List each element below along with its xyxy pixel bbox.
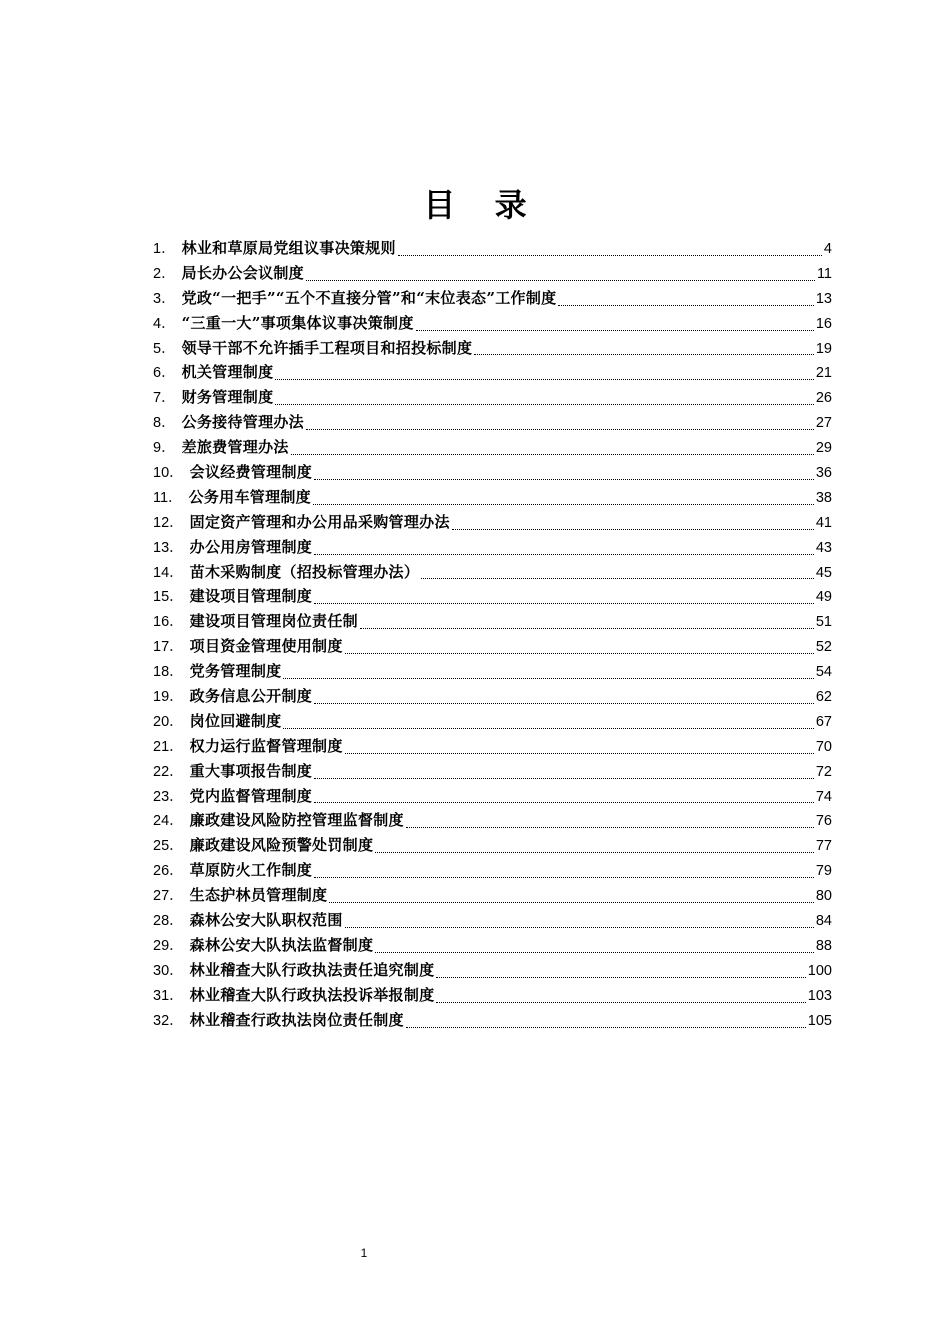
toc-entry[interactable] <box>146 958 832 983</box>
toc-entry-page: 100 <box>807 962 832 979</box>
toc-entry[interactable] <box>146 236 832 261</box>
toc-dot-leader <box>345 926 814 928</box>
toc-dot-leader <box>291 453 814 455</box>
toc-entry-title: 森林公安大队执法监督制度 <box>189 935 374 954</box>
toc-entry[interactable] <box>146 435 832 460</box>
toc-entry[interactable] <box>146 1008 832 1033</box>
toc-entry-page: 54 <box>815 664 832 681</box>
toc-dot-leader <box>275 378 813 380</box>
toc-entry-title: 林业和草原局党组议事决策规则 <box>181 239 396 257</box>
toc-entry[interactable] <box>146 460 832 485</box>
toc-entry[interactable] <box>146 360 832 385</box>
toc-entry-number: 32． <box>153 1012 184 1029</box>
toc-entry-number: 21． <box>153 738 184 755</box>
toc-entry-title: 政务信息公开制度 <box>189 687 313 706</box>
toc-dot-leader <box>452 528 814 530</box>
toc-dot-leader <box>314 478 814 480</box>
toc-entry-page: 21 <box>815 365 832 382</box>
toc-dot-leader <box>474 353 814 355</box>
toc-entry-title: 苗木采购制度（招投标管理办法） <box>189 562 420 581</box>
toc-dot-leader <box>314 702 814 704</box>
toc-entry[interactable] <box>146 734 832 759</box>
toc-entry[interactable] <box>146 933 832 958</box>
toc-entry-page: 49 <box>815 589 832 606</box>
toc-entry[interactable] <box>146 684 832 709</box>
toc-dot-leader <box>345 752 814 754</box>
toc-dot-leader <box>406 1026 806 1028</box>
toc-dot-leader <box>314 777 814 779</box>
toc-entry-page: 77 <box>815 838 832 855</box>
toc-entry-page: 105 <box>807 1012 832 1029</box>
toc-dot-leader <box>360 627 814 629</box>
toc-entry-title: 林业稽查大队行政执法责任追究制度 <box>189 960 435 979</box>
toc-entry-title: 重大事项报告制度 <box>189 761 313 780</box>
toc-entry[interactable] <box>146 808 832 833</box>
toc-entry-number: 23． <box>153 788 184 805</box>
toc-entry[interactable] <box>146 759 832 784</box>
toc-entry-number: 30． <box>153 962 184 979</box>
toc-entry-title: 领导干部不允许插手工程项目和招投标制度 <box>181 338 473 357</box>
toc-entry-title: 权力运行监督管理制度 <box>189 736 343 755</box>
toc-dot-leader <box>398 254 822 256</box>
toc-dot-leader <box>558 304 813 306</box>
toc-entry-page: 27 <box>815 415 832 432</box>
toc-entry[interactable] <box>146 535 832 560</box>
table-of-contents <box>146 236 832 1033</box>
toc-entry-number: 10． <box>153 465 184 482</box>
toc-entry-page: 62 <box>815 689 832 706</box>
toc-entry-title: 局长办公会议制度 <box>181 263 304 282</box>
toc-entry-number: 17． <box>153 639 184 656</box>
toc-dot-leader <box>314 602 814 604</box>
toc-entry-title: 项目资金管理使用制度 <box>189 637 343 656</box>
toc-entry-page: 45 <box>815 564 832 581</box>
toc-dot-leader <box>436 1001 805 1003</box>
toc-dot-leader <box>416 329 814 331</box>
toc-entry-number: 2． <box>153 265 176 282</box>
toc-entry-title: 机关管理制度 <box>181 363 274 382</box>
toc-entry-page: 13 <box>815 290 832 307</box>
toc-entry-page: 67 <box>815 713 832 730</box>
toc-dot-leader <box>313 503 814 505</box>
toc-entry-title: 草原防火工作制度 <box>189 861 313 880</box>
toc-entry-number: 16． <box>153 614 184 631</box>
toc-entry-title: 党内监督管理制度 <box>189 786 313 805</box>
toc-entry[interactable] <box>146 883 832 908</box>
toc-dot-leader <box>314 553 814 555</box>
toc-entry-page: 80 <box>815 888 832 905</box>
toc-dot-leader <box>314 876 814 878</box>
toc-entry-number: 22． <box>153 763 184 780</box>
toc-entry-number: 13． <box>153 539 184 556</box>
toc-entry[interactable] <box>146 858 832 883</box>
toc-entry[interactable] <box>146 634 832 659</box>
toc-dot-leader <box>283 727 813 729</box>
toc-entry-number: 15． <box>153 589 184 606</box>
toc-entry-page: 16 <box>815 315 832 332</box>
toc-entry-page: 79 <box>815 863 832 880</box>
page-number: 1 <box>360 1246 368 1260</box>
toc-entry[interactable] <box>146 311 832 336</box>
toc-entry-page: 74 <box>815 788 832 805</box>
page-title: 目 录 <box>423 186 541 225</box>
toc-entry-number: 9． <box>153 440 176 457</box>
toc-entry-page: 26 <box>815 390 832 407</box>
toc-dot-leader <box>314 801 814 803</box>
toc-entry-title: 会议经费管理制度 <box>189 463 313 482</box>
toc-entry-page: 103 <box>807 987 832 1004</box>
toc-entry-page: 36 <box>815 465 832 482</box>
toc-entry-number: 26． <box>153 863 184 880</box>
toc-entry-title: 建设项目管理岗位责任制 <box>189 612 358 631</box>
toc-entry[interactable] <box>146 286 832 311</box>
toc-entry-title: 办公用房管理制度 <box>189 537 313 556</box>
toc-dot-leader <box>306 428 814 430</box>
toc-entry-number: 4． <box>153 315 176 332</box>
toc-entry-title: 岗位回避制度 <box>189 711 282 730</box>
toc-entry-title: 森林公安大队职权范围 <box>189 911 343 930</box>
toc-entry-page: 88 <box>815 937 832 954</box>
toc-entry-page: 72 <box>815 763 832 780</box>
toc-entry-title: 公务接待管理办法 <box>181 413 304 432</box>
toc-entry-title: 固定资产管理和办公用品采购管理办法 <box>189 512 450 531</box>
toc-entry-page: 70 <box>815 738 832 755</box>
toc-dot-leader <box>421 577 814 579</box>
toc-entry-number: 8． <box>153 415 176 432</box>
toc-dot-leader <box>406 826 814 828</box>
toc-dot-leader <box>329 901 814 903</box>
toc-entry[interactable] <box>146 510 832 535</box>
toc-entry-number: 1． <box>153 241 176 257</box>
toc-entry-title: 廉政建设风险预警处罚制度 <box>189 836 374 855</box>
toc-entry-title: “三重一大”事项集体议事决策制度 <box>181 313 414 332</box>
toc-entry-page: 43 <box>815 539 832 556</box>
toc-entry-page: 11 <box>816 265 832 282</box>
toc-entry[interactable] <box>146 609 832 634</box>
toc-entry-page: 38 <box>815 489 832 506</box>
toc-entry-number: 24． <box>153 813 184 830</box>
toc-entry-title: 公务用车管理制度 <box>188 487 311 506</box>
toc-entry-page: 52 <box>815 639 832 656</box>
toc-entry-page: 84 <box>815 913 832 930</box>
toc-entry-title: 党务管理制度 <box>189 662 282 681</box>
toc-entry[interactable] <box>146 983 832 1008</box>
toc-dot-leader <box>306 279 815 281</box>
toc-entry[interactable] <box>146 560 832 585</box>
toc-entry-number: 25． <box>153 838 184 855</box>
toc-entry-page: 29 <box>815 440 832 457</box>
toc-entry-page: 4 <box>823 241 832 257</box>
toc-entry-title: 差旅费管理办法 <box>181 438 289 457</box>
toc-entry-number: 28． <box>153 913 184 930</box>
toc-entry-number: 19． <box>153 689 184 706</box>
toc-entry-number: 27． <box>153 888 184 905</box>
toc-entry-number: 11． <box>153 489 183 506</box>
toc-entry-number: 7． <box>153 390 176 407</box>
toc-entry-page: 76 <box>815 813 832 830</box>
toc-entry-number: 18． <box>153 664 184 681</box>
toc-entry-title: 廉政建设风险防控管理监督制度 <box>189 811 404 830</box>
toc-entry-title: 党政“一把手”“五个不直接分管”和“末位表态”工作制度 <box>181 288 557 307</box>
toc-entry[interactable] <box>146 410 832 435</box>
toc-entry-number: 29． <box>153 937 184 954</box>
toc-entry-number: 20． <box>153 713 184 730</box>
toc-entry-title: 财务管理制度 <box>181 388 274 407</box>
toc-entry-number: 12． <box>153 514 184 531</box>
toc-entry[interactable] <box>146 336 832 361</box>
toc-dot-leader <box>283 677 813 679</box>
toc-entry-page: 51 <box>815 614 832 631</box>
toc-entry[interactable] <box>146 833 832 858</box>
toc-entry-number: 31． <box>153 987 184 1004</box>
toc-entry-title: 建设项目管理制度 <box>189 587 313 606</box>
toc-dot-leader <box>375 951 814 953</box>
toc-entry-title: 生态护林员管理制度 <box>189 886 328 905</box>
toc-entry[interactable] <box>146 485 832 510</box>
toc-dot-leader <box>375 851 814 853</box>
toc-entry-title: 林业稽查大队行政执法投诉举报制度 <box>189 985 435 1004</box>
toc-entry[interactable] <box>146 261 832 286</box>
toc-dot-leader <box>345 652 814 654</box>
toc-entry-number: 3． <box>153 290 176 307</box>
toc-dot-leader <box>275 403 813 405</box>
toc-entry-page: 41 <box>815 514 832 531</box>
toc-entry[interactable] <box>146 659 832 684</box>
toc-entry[interactable] <box>146 908 832 933</box>
toc-entry[interactable] <box>146 584 832 609</box>
toc-entry[interactable] <box>146 709 832 734</box>
toc-dot-leader <box>436 976 805 978</box>
toc-entry[interactable] <box>146 784 832 809</box>
toc-entry-number: 6． <box>153 365 176 382</box>
toc-entry-number: 14． <box>153 564 184 581</box>
toc-entry-page: 19 <box>815 340 832 357</box>
toc-entry-title: 林业稽查行政执法岗位责任制度 <box>189 1010 404 1029</box>
toc-entry[interactable] <box>146 385 832 410</box>
toc-entry-number: 5． <box>153 340 176 357</box>
